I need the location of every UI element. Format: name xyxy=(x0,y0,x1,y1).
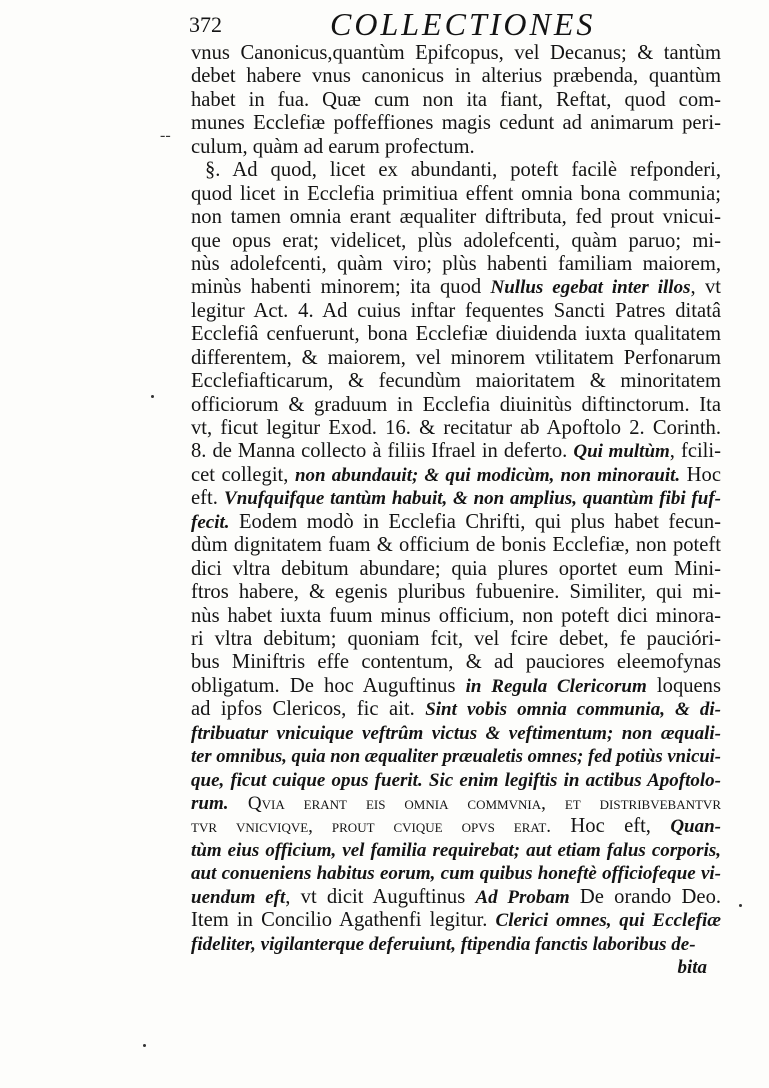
text-span: eft. xyxy=(191,487,225,510)
text-line xyxy=(191,581,721,604)
text-line xyxy=(191,300,721,323)
text-span: §. Ad quod, licet ex abundanti, poteft facilè refponderi, xyxy=(205,159,721,182)
italic-span: Clerici omnes, qui Ecclefiæ xyxy=(495,910,721,932)
italic-span: ftribuatur vnicuique veftrûm victus & veftimentum; non æquali- xyxy=(191,722,721,744)
italic-span: bita xyxy=(677,957,707,979)
small-caps-span: tvr vnicviqve, prout cvique opvs erat. xyxy=(191,816,552,838)
text-line xyxy=(191,886,721,909)
text-span: Hoc xyxy=(680,463,721,486)
italic-span: non abundauit; & qui modicùm, non minorauit. xyxy=(294,464,681,486)
text-line xyxy=(191,464,721,487)
text-line xyxy=(191,206,721,229)
text-span: vnus Canonicus,quantùm Epifcopus, vel Decanus; & tantùm xyxy=(191,42,721,64)
text-line xyxy=(191,253,721,276)
text-line xyxy=(191,815,721,838)
text-span: ftros habere, & egenis pluribus fubuenire. Similiter, qui mi- xyxy=(191,581,721,604)
text-span: loquens xyxy=(646,674,721,697)
text-line xyxy=(191,956,721,979)
text-line xyxy=(191,370,721,393)
text-line xyxy=(191,487,721,510)
text-line xyxy=(191,394,721,417)
text-line xyxy=(191,792,721,815)
text-span: 8. de Manna collecto à filiis Ifrael in deferto. xyxy=(191,440,574,463)
page-number: 372 xyxy=(189,12,222,37)
text-line xyxy=(191,440,721,463)
text-line xyxy=(191,42,721,65)
text-line xyxy=(191,862,721,885)
text-span: obligatum. De hoc Auguftinus xyxy=(191,674,466,697)
text-line xyxy=(191,651,721,674)
text-line xyxy=(191,534,721,557)
text-span: quod licet in Ecclefia primitiua effent omnia bona communia; xyxy=(191,182,721,205)
text-line xyxy=(191,183,721,206)
text-span: ad ipfos Clericos, fic ait. xyxy=(191,698,426,721)
ink-speck xyxy=(143,1044,146,1047)
text-span: , fcili- xyxy=(669,440,721,463)
text-span: bus Miniftris effe contentum, & ad pauciores eleemofynas xyxy=(191,651,721,674)
italic-span: que, ficut cuique opus fuerit. Sic enim legiftis in actibus Apoftolo- xyxy=(191,769,721,791)
italic-span: tùm eius officium, vel familia requirebat; aut etiam falus corporis, xyxy=(191,839,721,861)
text-span: nùs habet iuxta fuum minus officium, non poteft dici minora- xyxy=(191,604,721,627)
text-span: habet in fua. Quæ cum non ita fiant, Reftat, quod com- xyxy=(191,88,721,111)
italic-span: uendum eft xyxy=(191,886,286,908)
italic-span: fecit. xyxy=(191,511,230,533)
text-block xyxy=(191,42,721,980)
italic-span: ter omnibus, quia non æqualiter præualetis omnes; fed potiùs vnicui- xyxy=(191,746,721,768)
text-span: Hoc eft, xyxy=(551,815,671,838)
text-line xyxy=(191,628,721,651)
italic-span: rum. xyxy=(191,793,229,814)
text-span: , vt dicit Auguftinus xyxy=(285,885,476,908)
text-span: legitur Act. 4. Ad cuius inftar fequentes Sancti Patres ditatâ xyxy=(191,299,721,322)
text-span: culum, quàm ad earum profectum. xyxy=(191,135,475,158)
text-span: Eodem modò in Ecclefia Chrifti, qui plus habet fecun- xyxy=(229,510,721,533)
text-line xyxy=(191,722,721,745)
text-span: , vt xyxy=(690,276,721,299)
text-line xyxy=(191,745,721,768)
text-span: debet habere vnus canonicus in alterius præbenda, quantùm xyxy=(191,65,721,88)
text-line xyxy=(191,558,721,581)
text-line xyxy=(191,933,721,956)
margin-mark: -- xyxy=(160,127,171,144)
text-span: nùs adolefcenti, quàm viro; plùs habenti familiam maiorem, xyxy=(191,252,721,275)
italic-span: in Regula Clericorum xyxy=(465,675,647,697)
text-span: officiorum & graduum in Ecclefia diuinitùs diftinctorum. Ita xyxy=(191,393,721,416)
text-line xyxy=(191,605,721,628)
text-span: munes Ecclefiæ poffeffiones magis cedunt ad animarum peri- xyxy=(191,112,721,135)
text-span: que opus erat; videlicet, plùs adolefcenti, quàm paruo; mi- xyxy=(191,229,721,252)
text-line xyxy=(191,909,721,932)
ink-speck xyxy=(151,395,154,398)
text-span xyxy=(229,792,248,814)
italic-span: Sint vobis omnia communia, & di- xyxy=(425,699,721,721)
text-span: minùs habenti minorem; ita quod xyxy=(191,276,491,299)
small-caps-span: Qvia erant eis omnia commvnia, et distribvebantvr xyxy=(247,793,721,814)
text-line xyxy=(191,769,721,792)
text-line xyxy=(191,65,721,88)
text-line xyxy=(191,511,721,534)
text-line xyxy=(191,136,721,159)
text-line xyxy=(191,323,721,346)
text-line xyxy=(191,698,721,721)
text-span: cet collegit, xyxy=(191,463,295,486)
ink-speck xyxy=(739,904,742,907)
text-span: De orando Deo. xyxy=(569,885,722,908)
italic-span: Vnufquifque tantùm habuit, & non amplius, quantùm fibi fuf- xyxy=(224,488,721,510)
text-span: ri vltra debitum; quoniam fcit, vel fcire debet, fe paucióri- xyxy=(191,627,721,650)
text-line xyxy=(191,230,721,253)
text-span: dici vltra debitum abundare; quia plures oportet eum Mini- xyxy=(191,557,721,580)
text-line xyxy=(191,347,721,370)
text-line xyxy=(191,276,721,299)
text-line xyxy=(191,89,721,112)
text-line xyxy=(191,675,721,698)
text-span: dùm dignitatem fuam & officium de bonis Ecclefiæ, non poteft xyxy=(191,534,721,557)
italic-span: aut conueniens habitus eorum, cum quibus honeftè officiofeque vi- xyxy=(191,863,721,885)
text-span: Item in Concilio Agathenfi legitur. xyxy=(191,909,496,932)
italic-span: Qui multùm xyxy=(573,441,670,463)
text-span: Ecclefiâ cenfuerunt, bona Ecclefiæ diuidenda iuxta qualitatem xyxy=(191,323,721,346)
italic-span: Quan- xyxy=(670,816,722,838)
text-line xyxy=(191,839,721,862)
text-line xyxy=(191,159,721,182)
text-span: Ecclefiafticarum, & fecundùm maioritatem & minoritatem xyxy=(191,370,721,393)
italic-span: Nullus egebat inter illos xyxy=(490,277,691,299)
text-line xyxy=(191,112,721,135)
text-line xyxy=(191,417,721,440)
text-span: differentem, & maiorem, vel minorem vtilitatem Perfonarum xyxy=(191,346,721,369)
text-span: non tamen omnia erant æqualiter diftributa, fed prout vnicui- xyxy=(191,206,721,229)
running-head: COLLECTIONES xyxy=(330,6,596,42)
italic-span: fideliter, vigilanterque deferuiunt, ftipendia fanctis laboribus de- xyxy=(191,933,696,955)
text-span: vt, ficut legitur Exod. 16. & recitatur ab Apoftolo 2. Corinth. xyxy=(191,417,721,439)
italic-span: Ad Probam xyxy=(475,886,570,908)
